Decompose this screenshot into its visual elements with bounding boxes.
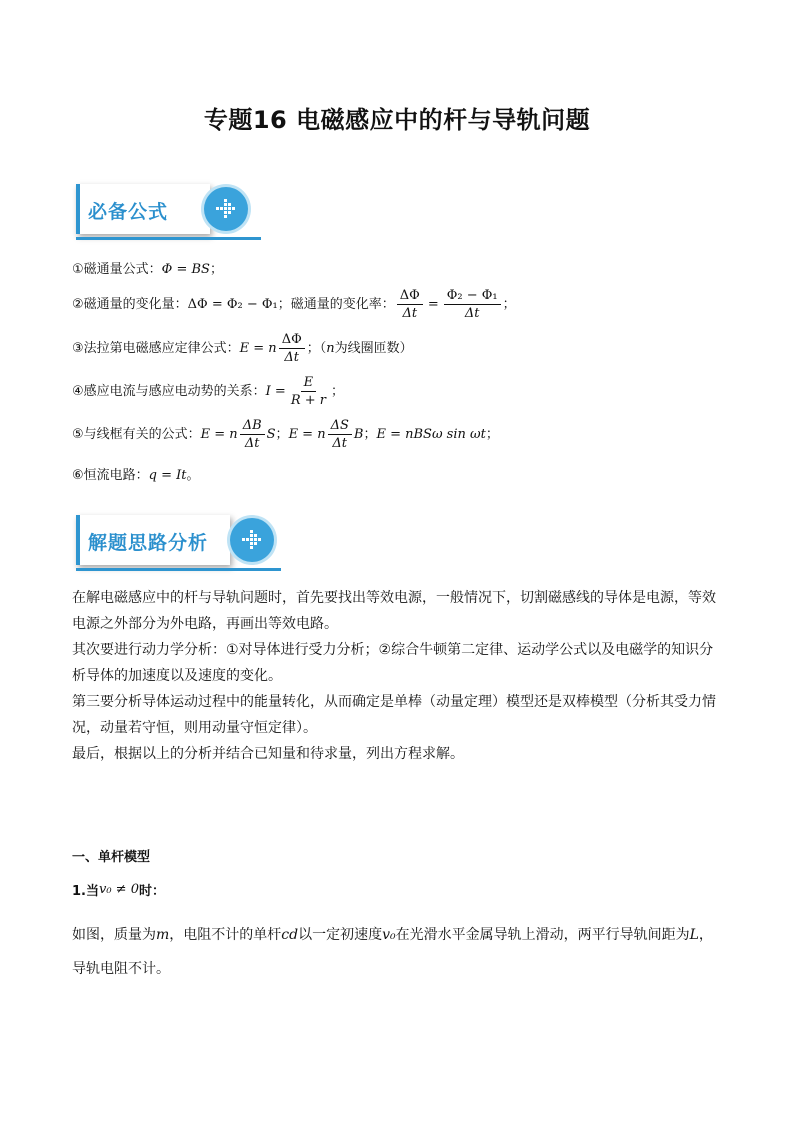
formula-4-lhs: I =	[265, 383, 286, 399]
formula-6-label: ⑥恒流电路：	[72, 468, 149, 483]
formula-line-2: ②磁通量的变化量： ΔΦ = Φ₂ − Φ₁ ；磁通量的变化率： $\frac{\Delta\Phi}{\Delta t}$ = $\frac{\text{Φ₂ − Φ₁}}{\Delta t}$ ；	[72, 288, 516, 321]
formula-5-frac-1: $\frac{\Delta B}{\Delta t}$	[240, 417, 265, 452]
model-description-line-2: 导轨电阻不计。	[72, 961, 170, 977]
formula-3-note: 为线圈匝数）	[334, 340, 413, 356]
formula-3-suffix: ；（	[306, 340, 327, 356]
formula-3-var: n	[326, 340, 335, 356]
formula-2-frac-2: $\frac{\text{Φ₂ − Φ₁}}{\Delta t}$	[444, 287, 501, 322]
formula-4-frac: $\frac{E}{R + r}$	[290, 375, 326, 408]
formula-line-3	[72, 331, 413, 366]
formula-5-label: ⑤与线框有关的公式：	[72, 426, 201, 442]
analysis-paragraphs	[72, 585, 724, 767]
page-title: 专题16 电磁感应中的杆与导轨问题	[203, 106, 591, 134]
analysis-p3-line-2: 况，动量若守恒，则用动量守恒定律）。	[72, 720, 317, 736]
formula-3-label: ③法拉第电磁感应定律公式：	[72, 340, 240, 356]
formula-2-label: ②磁通量的变化量：	[72, 296, 188, 312]
model-description	[72, 918, 724, 986]
formula-2-mid: ；磁通量的变化率：	[277, 296, 395, 312]
section-header-underline	[76, 568, 281, 571]
formula-2-suffix: ；	[502, 296, 516, 312]
formula-line-6	[72, 466, 200, 486]
formula-line-5: ⑤与线框有关的公式： E = n $\frac{\Delta B}{\Delta t}$ S ； E = n $\frac{\Delta S}{\Delta t}$ B ； E = nBSω sin ωt ；	[72, 418, 499, 451]
section-header-label: 必备公式	[88, 201, 169, 223]
case-1-heading: 1.当 v₀ ≠ 0 时：	[72, 882, 165, 899]
model-description-line-1: 如图，质量为m，电阻不计的单杆cd以一定初速度v₀在光滑水平金属导轨上滑动，两平行导轨间距为L，	[72, 927, 713, 943]
formula-4-suffix: ；	[331, 383, 345, 399]
formula-5-frac-2: $\frac{\Delta S}{\Delta t}$	[328, 417, 352, 452]
section-header-underline	[76, 237, 261, 240]
section-header-analysis	[76, 515, 276, 575]
formula-3-frac: $\frac{\Delta\Phi}{\Delta t}$	[279, 331, 305, 366]
model-heading: 一、单杆模型	[72, 850, 151, 865]
formula-line-4	[72, 374, 344, 409]
formula-2-frac-1: $\frac{\Delta\Phi}{\Delta t}$	[397, 287, 423, 322]
formula-2-expr: ΔΦ = Φ₂ − Φ₁	[187, 296, 278, 312]
formula-4-label: ④感应电流与感应电动势的关系：	[72, 383, 266, 399]
formula-6-expr: q = It	[148, 468, 187, 483]
analysis-p1-line-1: 在解电磁感应中的杆与导轨问题时，首先要找出等效电源，一般情况下，切割磁感线的导体是电源，等效	[72, 590, 716, 606]
analysis-p2-line-2: 析导体的加速度以及速度的变化。	[72, 668, 282, 684]
case-1-expr: v₀ ≠ 0	[98, 882, 139, 897]
analysis-p2-line-1: 其次要进行动力学分析：①对导体进行受力分析；②综合牛顿第二定律、运动学公式以及电磁学的知识分	[72, 642, 714, 658]
formula-1-expr: Φ = BS	[161, 262, 210, 277]
formula-1-label: ①磁通量公式：	[72, 262, 162, 277]
analysis-p1-line-2: 电源之外部分为外电路，再画出等效电路。	[72, 616, 338, 632]
formula-6-suffix: 。	[186, 468, 200, 483]
dot-matrix-arrow-icon	[230, 518, 274, 562]
dot-matrix-arrow-icon	[204, 187, 248, 231]
formula-3-lhs: E = n	[239, 340, 277, 356]
formula-line-1	[72, 260, 223, 280]
section-header-formulas	[76, 184, 276, 244]
analysis-p3-line-1: 第三要分析导体运动过程中的能量转化，从而确定是单棒（动量定理）模型还是双棒模型（分析其受力情	[72, 694, 716, 710]
formula-5-expr-3: E = nBSω sin ωt	[376, 426, 486, 442]
analysis-p4: 最后，根据以上的分析并结合已知量和待求量，列出方程求解。	[72, 746, 464, 762]
section-header-label: 解题思路分析	[88, 532, 209, 554]
formula-1-suffix: ；	[209, 262, 223, 277]
